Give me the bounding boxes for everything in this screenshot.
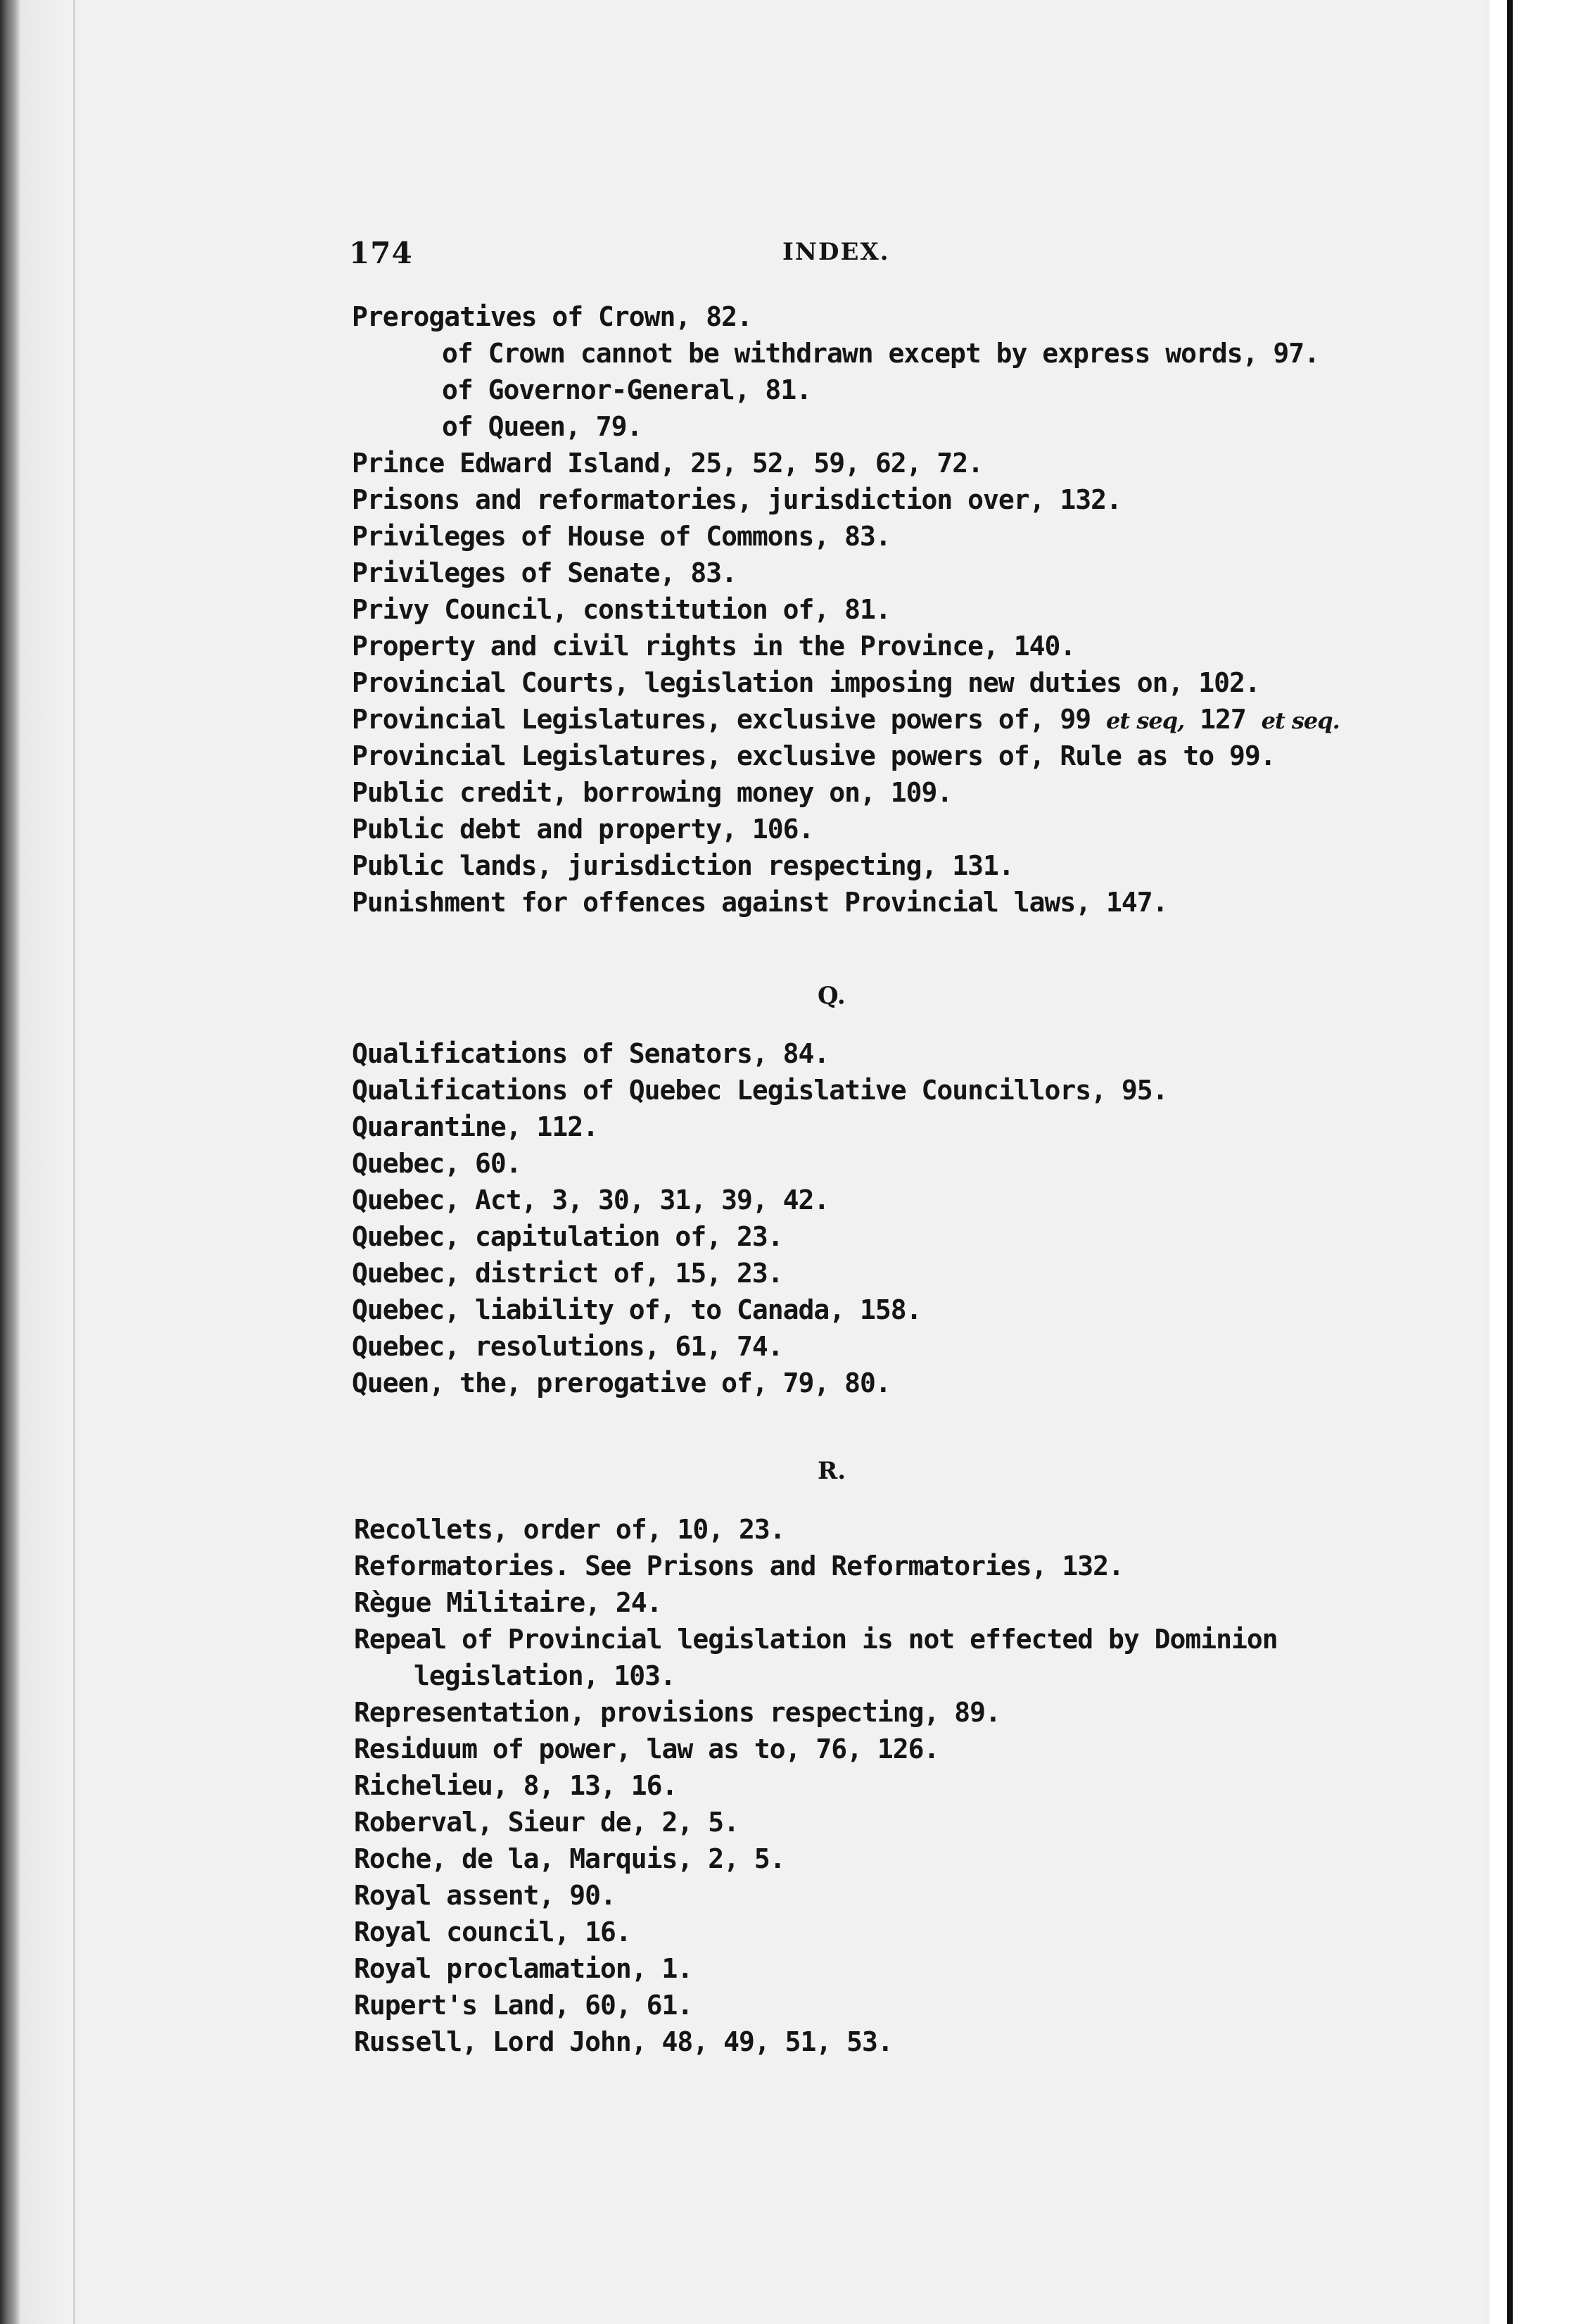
index-entry: Rupert's Land, 60, 61.: [354, 1990, 693, 2021]
index-entry: Privy Council, constitution of, 81.: [352, 594, 891, 625]
index-entry: Quebec, 60.: [352, 1148, 521, 1179]
index-entry: Règue Militaire, 24.: [354, 1587, 662, 1618]
index-entry: Residuum of power, law as to, 76, 126.: [354, 1733, 939, 1764]
index-entry: Quarantine, 112.: [352, 1111, 599, 1142]
index-entry: Reformatories. See Prisons and Reformatories, 132.: [354, 1551, 1124, 1581]
index-entry: Provincial Legislatures, exclusive powers of, Rule as to 99.: [352, 740, 1276, 771]
index-entry: Qualifications of Quebec Legislative Councillors, 95.: [352, 1075, 1168, 1106]
index-entry: Privileges of House of Commons, 83.: [352, 521, 891, 552]
section-heading-q: Q.: [818, 982, 846, 1010]
et-seq-italic: et seq.: [1261, 707, 1340, 734]
index-entry: Property and civil rights in the Province, 140.: [352, 631, 1076, 662]
index-entry: Public debt and property, 106.: [352, 814, 814, 845]
entry-text: Provincial Legislatures, exclusive powers of, 99: [352, 704, 1091, 735]
index-entry: Quebec, liability of, to Canada, 158.: [352, 1294, 922, 1325]
index-entry: Quebec, district of, 15, 23.: [352, 1258, 783, 1289]
index-entry: Prince Edward Island, 25, 52, 59, 62, 72.: [352, 448, 983, 479]
index-entry-continuation: legislation, 103.: [414, 1660, 675, 1691]
index-entry: Roberval, Sieur de, 2, 5.: [354, 1807, 739, 1838]
index-entry: Quebec, capitulation of, 23.: [352, 1221, 783, 1252]
section-heading-r: R.: [818, 1457, 846, 1485]
index-entry: Representation, provisions respecting, 89.: [354, 1697, 1001, 1728]
index-entry: Repeal of Provincial legislation is not effected by Dominion: [354, 1624, 1278, 1655]
entry-page-ref: 127: [1200, 704, 1246, 735]
index-entry: Privileges of Senate, 83.: [352, 557, 737, 588]
index-entry-legislatures: [352, 702, 1340, 738]
index-entry: Prerogatives of Crown, 82.: [352, 301, 752, 332]
page-number: 174: [349, 236, 413, 270]
index-entry: Royal proclamation, 1.: [354, 1953, 693, 1984]
index-entry: Royal assent, 90.: [354, 1880, 616, 1911]
index-entry: Quebec, Act, 3, 30, 31, 39, 42.: [352, 1185, 830, 1215]
index-entry: Public credit, borrowing money on, 109.: [352, 777, 953, 808]
index-entry: Public lands, jurisdiction respecting, 131.: [352, 850, 1014, 881]
index-subentry: of Crown cannot be withdrawn except by express words, 97.: [442, 338, 1320, 369]
index-entry: Provincial Courts, legislation imposing new duties on, 102.: [352, 667, 1260, 698]
index-entry: Recollets, order of, 10, 23.: [354, 1514, 785, 1545]
et-seq-italic: et seq,: [1106, 707, 1185, 734]
index-entry: Quebec, resolutions, 61, 74.: [352, 1331, 783, 1362]
index-entry: Queen, the, prerogative of, 79, 80.: [352, 1368, 891, 1398]
index-entry: Punishment for offences against Provincial laws, 147.: [352, 887, 1168, 918]
index-entry: Richelieu, 8, 13, 16.: [354, 1770, 678, 1801]
index-entry: Royal council, 16.: [354, 1916, 631, 1947]
index-entry: Roche, de la, Marquis, 2, 5.: [354, 1843, 785, 1874]
index-subentry: of Governor-General, 81.: [442, 374, 812, 405]
index-subentry: of Queen, 79.: [442, 411, 642, 442]
page-title: INDEX.: [782, 238, 890, 266]
index-entry: Russell, Lord John, 48, 49, 51, 53.: [354, 2026, 893, 2057]
index-entry: Qualifications of Senators, 84.: [352, 1038, 830, 1069]
index-entry: Prisons and reformatories, jurisdiction over, 132.: [352, 484, 1122, 515]
